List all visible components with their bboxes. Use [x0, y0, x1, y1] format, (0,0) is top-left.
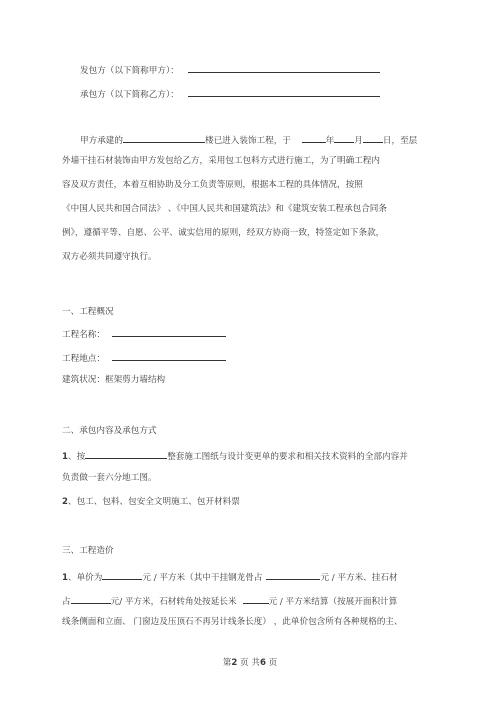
- intro-line-6: 双方必须共同遵守执行。: [62, 252, 157, 262]
- intro-text: 楼已进入装饰工程，于: [204, 136, 291, 146]
- intro-line-1: [80, 133, 417, 147]
- price-text: 、单价为: [67, 573, 103, 583]
- section-2-item-1: [62, 449, 408, 463]
- total-pages: 6: [259, 658, 266, 668]
- price-line-3: 线条侧面和立面、 门窗边及压顶石不再另计线条长度） ，此单价包含所有各种规格的主、: [62, 617, 403, 627]
- price-text: 占: [62, 597, 71, 607]
- party-a-label: 发包方（以下简称甲方）：: [80, 66, 179, 76]
- year-blank: [302, 133, 326, 143]
- footer-text: 第: [222, 658, 232, 668]
- project-location-blank: [112, 351, 226, 361]
- intro-line-2: 外墙干挂石材装饰由甲方发包给乙方，采用包工包料方式进行施工，为了明确工程内: [62, 156, 380, 166]
- item-number: 1: [62, 573, 68, 583]
- project-name-blank: [112, 327, 226, 337]
- item-text: 、包工、包料、包安全文明施工、包开材料票: [67, 497, 240, 507]
- day-blank: [363, 133, 383, 143]
- intro-text: 甲方承建的: [80, 136, 123, 146]
- price-text: 元 / 平方米、挂石材: [320, 573, 398, 583]
- corner-blank: [243, 594, 269, 604]
- item-number: 1: [62, 452, 68, 462]
- footer-text: 页: [268, 658, 278, 668]
- year-label: 年: [325, 136, 335, 146]
- footer-text: 页 共: [240, 658, 260, 668]
- project-name-label: 工程名称：: [62, 330, 105, 340]
- drawings-blank: [85, 449, 167, 459]
- item-text: 、按: [67, 452, 86, 462]
- item-number: 2: [62, 497, 68, 507]
- section-2-item-2: [62, 497, 240, 508]
- intro-line-3: 容及双方责任，本着互相协助及分工负责等原则，根据本工程的具体情况，按照: [62, 180, 363, 190]
- stone-blank: [71, 594, 111, 604]
- unit-price-blank: [102, 570, 142, 580]
- section-1-title: 一、工程概况: [62, 307, 114, 317]
- month-label: 月: [354, 136, 363, 146]
- project-name-line: [62, 327, 226, 341]
- price-line-2: [62, 594, 397, 608]
- item-text: 整套施工图纸与设计变更单的要求和相关技术资料的全部内容并: [167, 452, 408, 462]
- party-b-label: 承包方（以下简称乙方）：: [80, 90, 179, 100]
- price-text: 元/ 平方米，石材转角处按延长米: [110, 597, 237, 607]
- project-location-label: 工程地点：: [62, 354, 105, 364]
- month-blank: [334, 133, 354, 143]
- price-text: 元 / 平方米结算（按展开面积计算: [268, 597, 398, 607]
- steel-keel-blank: [266, 570, 320, 580]
- party-a-line: [80, 63, 380, 77]
- intro-line-5: 例》，遵循平等、自愿、公平、诚实信用的原则，经双方协商一致，特签定如下条款，: [62, 228, 385, 238]
- page-number: 2: [231, 658, 238, 668]
- party-b-line: [80, 87, 380, 101]
- price-line-1: [62, 570, 398, 584]
- party-b-blank: [188, 87, 380, 97]
- party-a-blank: [188, 63, 380, 73]
- section-3-title: 三、工程造价: [62, 546, 114, 556]
- price-text: 元 / 平方米（其中干挂钢龙骨占: [142, 573, 263, 583]
- section-2-title: 二、承包内容及承包方式: [62, 426, 157, 436]
- page-footer: [0, 656, 500, 668]
- project-location-line: [62, 351, 226, 365]
- building-structure: 建筑状况：框架剪力墙结构: [62, 375, 166, 385]
- intro-text: 日，至层: [382, 136, 418, 146]
- intro-line-4: 《中国人民共和国合同法》 、《中国人民共和国建筑法》和《建筑安装工程承包合同条: [62, 204, 387, 214]
- section-2-item-1-cont: 负责做一套六分地工图。: [62, 473, 157, 483]
- building-blank: [123, 133, 205, 143]
